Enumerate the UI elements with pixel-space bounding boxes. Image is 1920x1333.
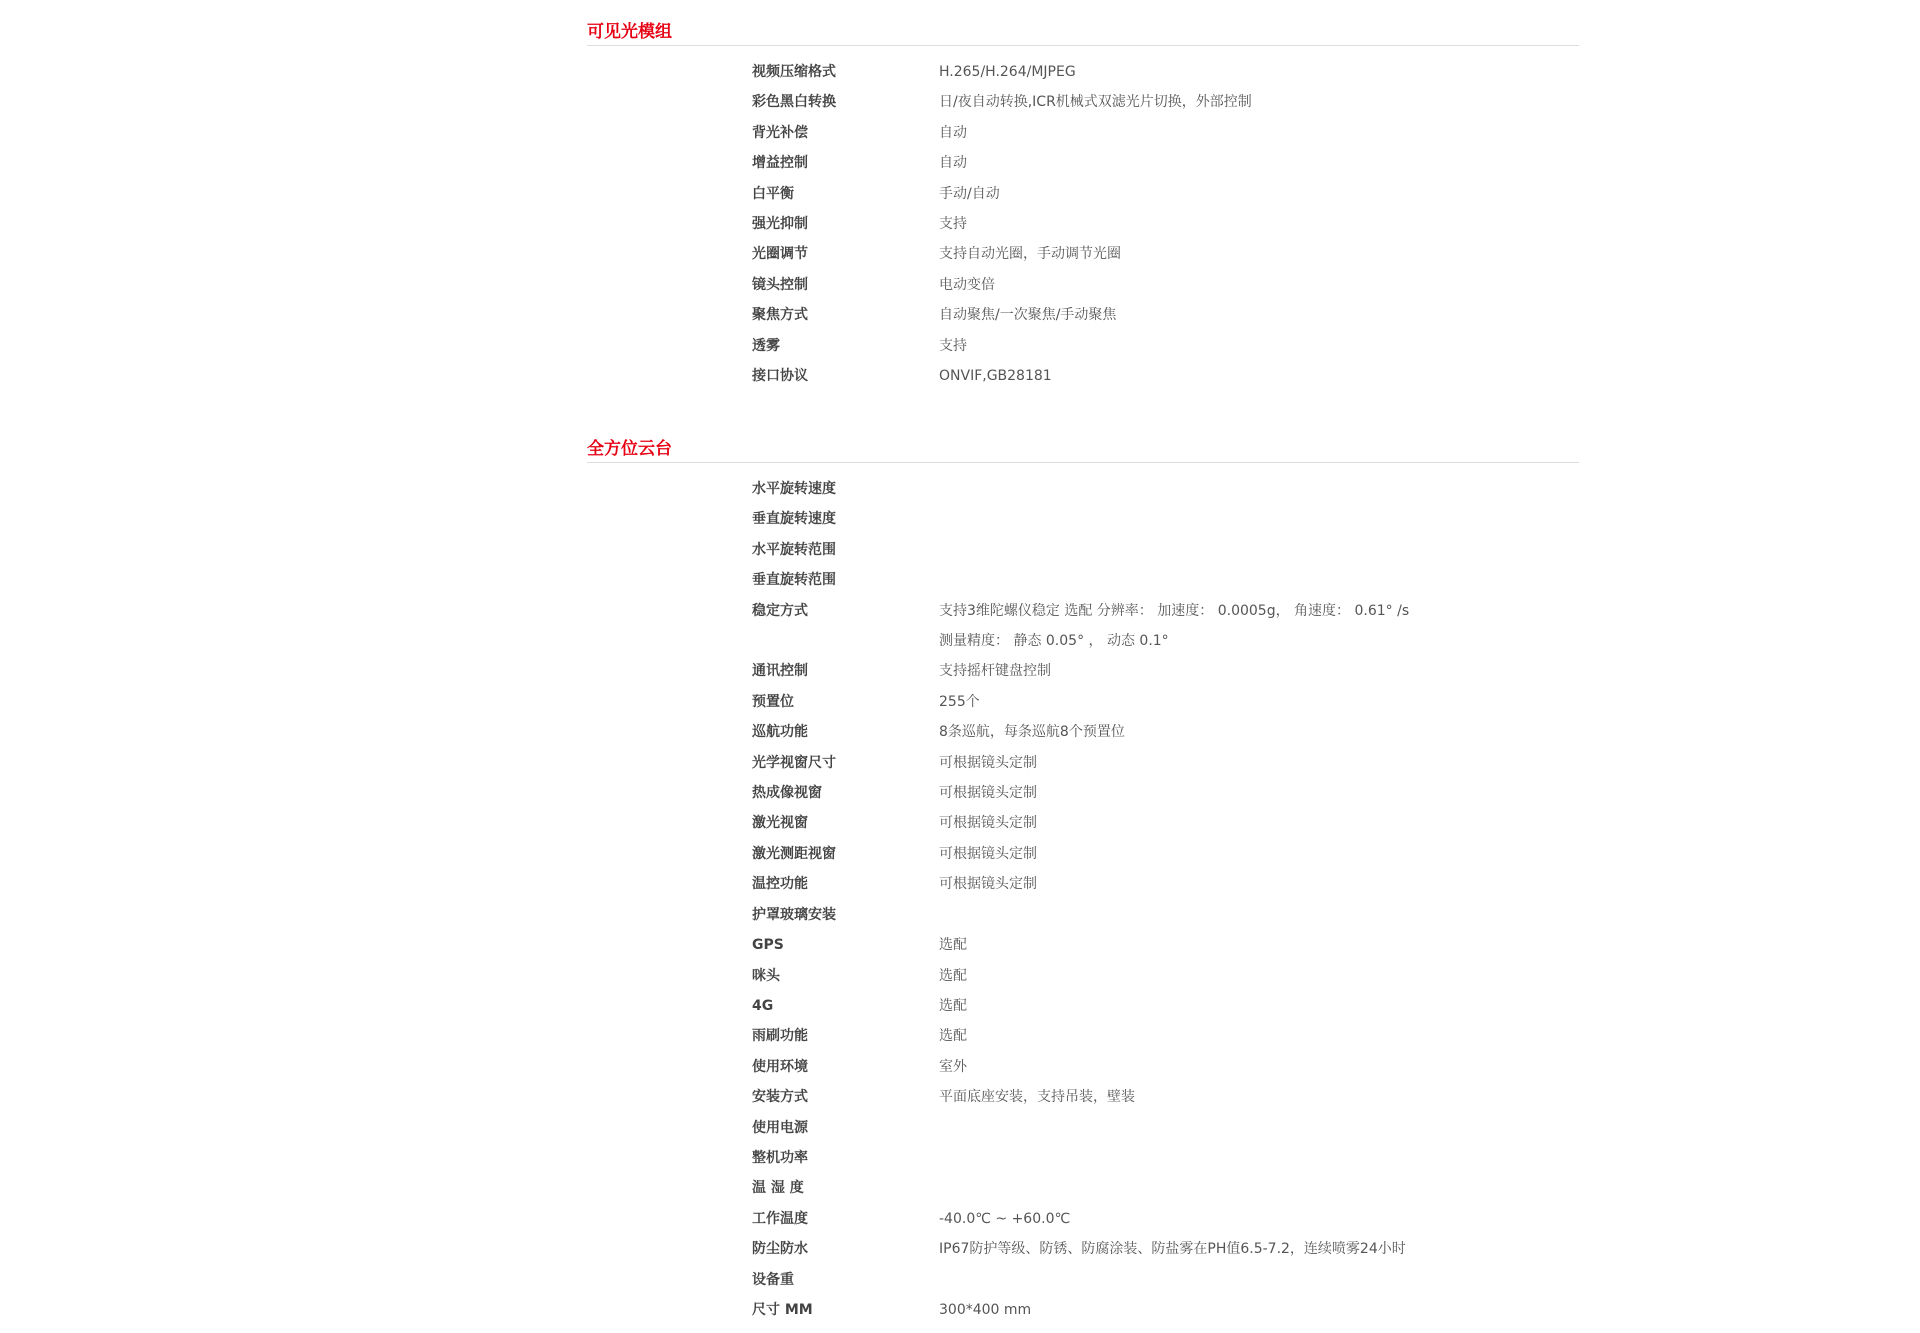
spec-label: 镜头控制 bbox=[752, 276, 808, 293]
spec-row bbox=[752, 626, 1409, 656]
spec-row bbox=[752, 717, 1409, 747]
spec-row bbox=[752, 1295, 1409, 1325]
spec-row bbox=[752, 474, 1409, 504]
section-visible-light-module bbox=[587, 20, 1579, 391]
spec-row bbox=[752, 87, 1252, 117]
spec-label: 设备重 bbox=[752, 1271, 794, 1288]
spec-label: 透雾 bbox=[752, 337, 780, 354]
spec-value: 255个 bbox=[939, 693, 980, 710]
spec-value bbox=[939, 504, 1409, 534]
spec-value: 支持自动光圈，手动调节光圈 bbox=[939, 246, 1121, 263]
spec-label: 激光视窗 bbox=[752, 815, 808, 832]
spec-label: 咪头 bbox=[752, 967, 780, 984]
spec-value: ONVIF,GB28181 bbox=[939, 368, 1052, 385]
spec-value: 8条巡航，每条巡航8个预置位 bbox=[939, 724, 1125, 741]
spec-label: 防尘防水 bbox=[752, 1241, 808, 1258]
spec-row bbox=[752, 118, 1252, 148]
spec-label: 白平衡 bbox=[752, 185, 794, 202]
spec-row bbox=[752, 1265, 1409, 1295]
spec-label: 整机功率 bbox=[752, 1149, 808, 1166]
spec-label: 稳定方式 bbox=[752, 602, 808, 619]
spec-row bbox=[752, 808, 1409, 838]
spec-row bbox=[752, 839, 1409, 869]
spec-row bbox=[752, 239, 1252, 269]
spec-row bbox=[752, 1204, 1409, 1234]
section-title: 可见光模组 bbox=[587, 22, 672, 42]
spec-value: 选配 bbox=[939, 967, 967, 984]
spec-row bbox=[752, 565, 1409, 595]
spec-value: 自动 bbox=[939, 155, 967, 172]
spec-value: 可根据镜头定制 bbox=[939, 876, 1037, 893]
spec-value bbox=[939, 1173, 1409, 1203]
spec-value bbox=[939, 900, 1409, 930]
spec-label: 护罩玻璃安装 bbox=[752, 906, 836, 923]
spec-row bbox=[752, 748, 1409, 778]
spec-value bbox=[939, 535, 1409, 565]
spec-label: 通讯控制 bbox=[752, 663, 808, 680]
spec-value: 自动聚焦/一次聚焦/手动聚焦 bbox=[939, 307, 1117, 324]
spec-row bbox=[752, 900, 1409, 930]
spec-value bbox=[939, 1143, 1409, 1173]
spec-label: 视频压缩格式 bbox=[752, 64, 836, 80]
spec-value: -40.0℃ ~ +60.0℃ bbox=[939, 1210, 1071, 1227]
spec-value: 300*400 mm bbox=[939, 1301, 1032, 1318]
spec-row bbox=[752, 331, 1252, 361]
spec-label: 光学视窗尺寸 bbox=[752, 754, 836, 771]
spec-row bbox=[752, 209, 1252, 239]
spec-label: GPS bbox=[752, 937, 784, 954]
spec-row bbox=[752, 535, 1409, 565]
spec-value: 选配 bbox=[939, 937, 967, 954]
spec-row bbox=[752, 1021, 1409, 1051]
spec-label: 水平旋转速度 bbox=[752, 481, 836, 497]
spec-label: 背光补偿 bbox=[752, 124, 808, 141]
spec-value: 自动 bbox=[939, 124, 967, 141]
spec-row bbox=[752, 57, 1252, 87]
spec-value: IP67防护等级、防锈、防腐涂装、防盐雾在PH值6.5-7.2，连续喷雾24小时 bbox=[939, 1241, 1406, 1258]
spec-label: 激光测距视窗 bbox=[752, 845, 836, 862]
spec-value: H.265/H.264/MJPEG bbox=[939, 64, 1076, 80]
spec-value: 支持3维陀螺仪稳定 选配 分辨率： 加速度： 0.0005g， 角速度： 0.61° /s bbox=[939, 602, 1410, 619]
spec-row bbox=[752, 148, 1252, 178]
spec-value: 选配 bbox=[939, 997, 967, 1014]
spec-value: 可根据镜头定制 bbox=[939, 815, 1037, 832]
spec-table bbox=[752, 474, 1409, 1325]
spec-value: 电动变倍 bbox=[939, 276, 995, 293]
spec-label: 温控功能 bbox=[752, 876, 808, 893]
spec-row bbox=[752, 300, 1252, 330]
spec-label: 光圈调节 bbox=[752, 246, 808, 263]
spec-value: 手动/自动 bbox=[939, 185, 1000, 202]
spec-value: 日/夜自动转换,ICR机械式双滤光片切换，外部控制 bbox=[939, 94, 1252, 111]
spec-row bbox=[752, 961, 1409, 991]
spec-value: 平面底座安装，支持吊装，壁装 bbox=[939, 1089, 1135, 1106]
spec-row bbox=[752, 1052, 1409, 1082]
spec-row bbox=[752, 930, 1409, 960]
spec-label: 工作温度 bbox=[752, 1210, 808, 1227]
section-title: 全方位云台 bbox=[587, 439, 672, 459]
spec-value: 可根据镜头定制 bbox=[939, 754, 1037, 771]
spec-label: 强光抑制 bbox=[752, 216, 808, 233]
spec-row bbox=[752, 1143, 1409, 1173]
spec-label: 温 湿 度 bbox=[752, 1180, 804, 1197]
spec-label: 尺寸 MM bbox=[752, 1301, 813, 1318]
spec-value bbox=[939, 1265, 1409, 1295]
spec-label: 雨刷功能 bbox=[752, 1028, 808, 1045]
spec-row bbox=[752, 869, 1409, 899]
spec-value: 选配 bbox=[939, 1028, 967, 1045]
spec-row bbox=[752, 1082, 1409, 1112]
spec-value bbox=[939, 1113, 1409, 1143]
spec-label: 热成像视窗 bbox=[752, 785, 822, 802]
spec-label: 水平旋转范围 bbox=[752, 541, 836, 558]
spec-value bbox=[939, 474, 1409, 504]
section-divider bbox=[587, 462, 1579, 463]
spec-value: 室外 bbox=[939, 1058, 967, 1075]
section-ptz bbox=[587, 437, 1579, 1325]
spec-value: 支持摇杆键盘控制 bbox=[939, 663, 1051, 680]
spec-row bbox=[752, 656, 1409, 686]
spec-row bbox=[752, 270, 1252, 300]
spec-label: 使用电源 bbox=[752, 1119, 808, 1136]
section-divider bbox=[587, 45, 1579, 46]
spec-row bbox=[752, 1113, 1409, 1143]
spec-value bbox=[939, 565, 1409, 595]
spec-label: 垂直旋转范围 bbox=[752, 572, 836, 589]
spec-row bbox=[752, 361, 1252, 391]
spec-value: 支持 bbox=[939, 337, 967, 354]
spec-label: 聚焦方式 bbox=[752, 307, 808, 324]
spec-value: 可根据镜头定制 bbox=[939, 785, 1037, 802]
spec-row bbox=[752, 179, 1252, 209]
spec-label: 巡航功能 bbox=[752, 724, 808, 741]
spec-label: 增益控制 bbox=[752, 155, 808, 172]
spec-label: 使用环境 bbox=[752, 1058, 808, 1075]
spec-label bbox=[752, 626, 939, 656]
spec-table bbox=[752, 57, 1252, 391]
spec-value: 支持 bbox=[939, 216, 967, 233]
spec-label: 预置位 bbox=[752, 693, 794, 710]
spec-row bbox=[752, 991, 1409, 1021]
spec-row bbox=[752, 504, 1409, 534]
spec-label: 4G bbox=[752, 997, 774, 1014]
spec-row bbox=[752, 778, 1409, 808]
spec-row bbox=[752, 1173, 1409, 1203]
spec-label: 彩色黑白转换 bbox=[752, 94, 836, 111]
spec-label: 垂直旋转速度 bbox=[752, 511, 836, 528]
spec-label: 安装方式 bbox=[752, 1089, 808, 1106]
spec-label: 接口协议 bbox=[752, 368, 808, 385]
spec-row bbox=[752, 1234, 1409, 1264]
spec-value: 可根据镜头定制 bbox=[939, 845, 1037, 862]
spec-row bbox=[752, 596, 1409, 626]
spec-value: 测量精度： 静态 0.05° ， 动态 0.1° bbox=[939, 633, 1169, 650]
spec-row bbox=[752, 687, 1409, 717]
